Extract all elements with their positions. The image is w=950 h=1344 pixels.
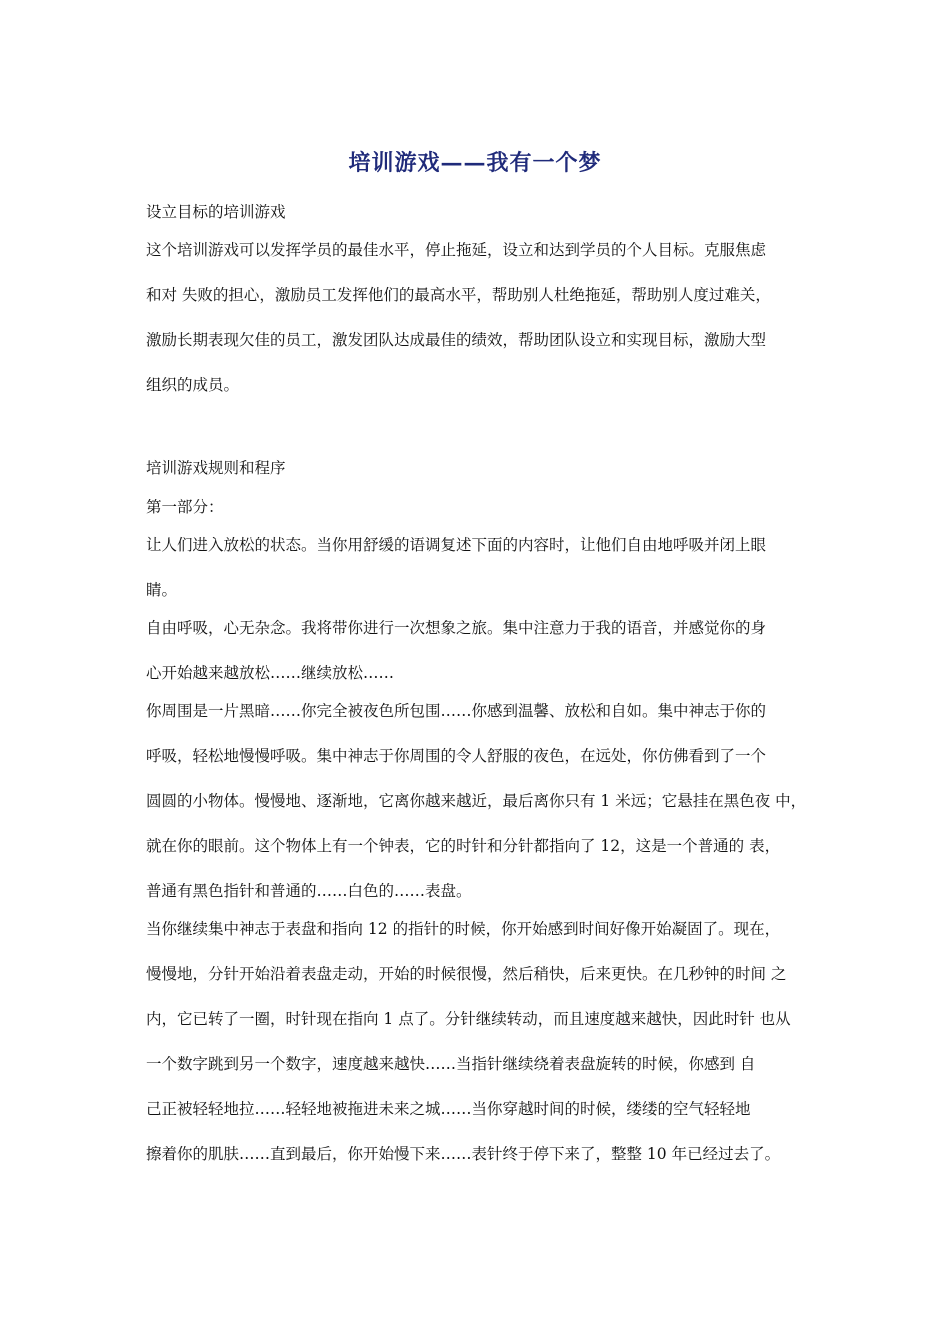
paragraph-line: 睛。 — [146, 581, 178, 599]
paragraph-line: 内，它已转了一圈，时针现在指向 1 点了。分针继续转动，而且速度越来越快，因此时针 也从 — [146, 1010, 791, 1028]
paragraph-line: 一个数字跳到另一个数字，速度越来越快……当指针继续绕着表盘旋转的时候，你感到 自 — [146, 1055, 756, 1073]
section-heading-rules: 培训游戏规则和程序 — [146, 459, 286, 477]
paragraph-line: 当你继续集中神志于表盘和指向 12 的指针的时候，你开始感到时间好像开始凝固了。现在， — [146, 920, 781, 938]
paragraph-line: 就在你的眼前。这个物体上有一个钟表，它的时针和分针都指向了 12，这是一个普通的 表， — [146, 837, 781, 855]
paragraph-line: 你周围是一片黑暗……你完全被夜色所包围……你感到温馨、放松和自如。集中神志于你的 — [146, 702, 767, 720]
paragraph-line: 擦着你的肌肤……直到最后，你开始慢下来……表针终于停下来了，整整 10 年已经过去了。 — [146, 1145, 781, 1163]
paragraph-line: 呼吸，轻松地慢慢呼吸。集中神志于你周围的令人舒服的夜色，在远处，你仿佛看到了一个 — [146, 747, 767, 765]
paragraph-line: 和对 失败的担心，激励员工发挥他们的最高水平，帮助别人杜绝拖延，帮助别人度过难关， — [146, 286, 771, 304]
document-title: 培训游戏——我有一个梦 — [348, 150, 602, 176]
part-one-label: 第一部分： — [146, 498, 224, 516]
paragraph-line: 慢慢地，分针开始沿着表盘走动，开始的时候很慢，然后稍快，后来更快。在几秒钟的时间 之 — [146, 965, 787, 983]
paragraph-line: 这个培训游戏可以发挥学员的最佳水平，停止拖延，设立和达到学员的个人目标。克服焦虑 — [146, 241, 767, 259]
paragraph-line: 圆圆的小物体。慢慢地、逐渐地，它离你越来越近，最后离你只有 1 米远；它悬挂在黑色夜 中， — [146, 792, 807, 810]
paragraph-line: 让人们进入放松的状态。当你用舒缓的语调复述下面的内容时，让他们自由地呼吸并闭上眼 — [146, 536, 767, 554]
paragraph-line: 组织的成员。 — [146, 376, 240, 394]
paragraph-line: 心开始越来越放松……继续放松…… — [146, 664, 395, 682]
paragraph-line: 普通有黑色指针和普通的……白色的……表盘。 — [146, 882, 472, 900]
paragraph-line: 激励长期表现欠佳的员工，激发团队达成最佳的绩效，帮助团队设立和实现目标，激励大型 — [146, 331, 767, 349]
paragraph-line: 自由呼吸，心无杂念。我将带你进行一次想象之旅。集中注意力于我的语音，并感觉你的身 — [146, 619, 767, 637]
paragraph-line: 己正被轻轻地拉……轻轻地被拖进未来之城……当你穿越时间的时候，缕缕的空气轻轻地 — [146, 1100, 751, 1118]
subtitle-goal-setting: 设立目标的培训游戏 — [146, 203, 286, 221]
